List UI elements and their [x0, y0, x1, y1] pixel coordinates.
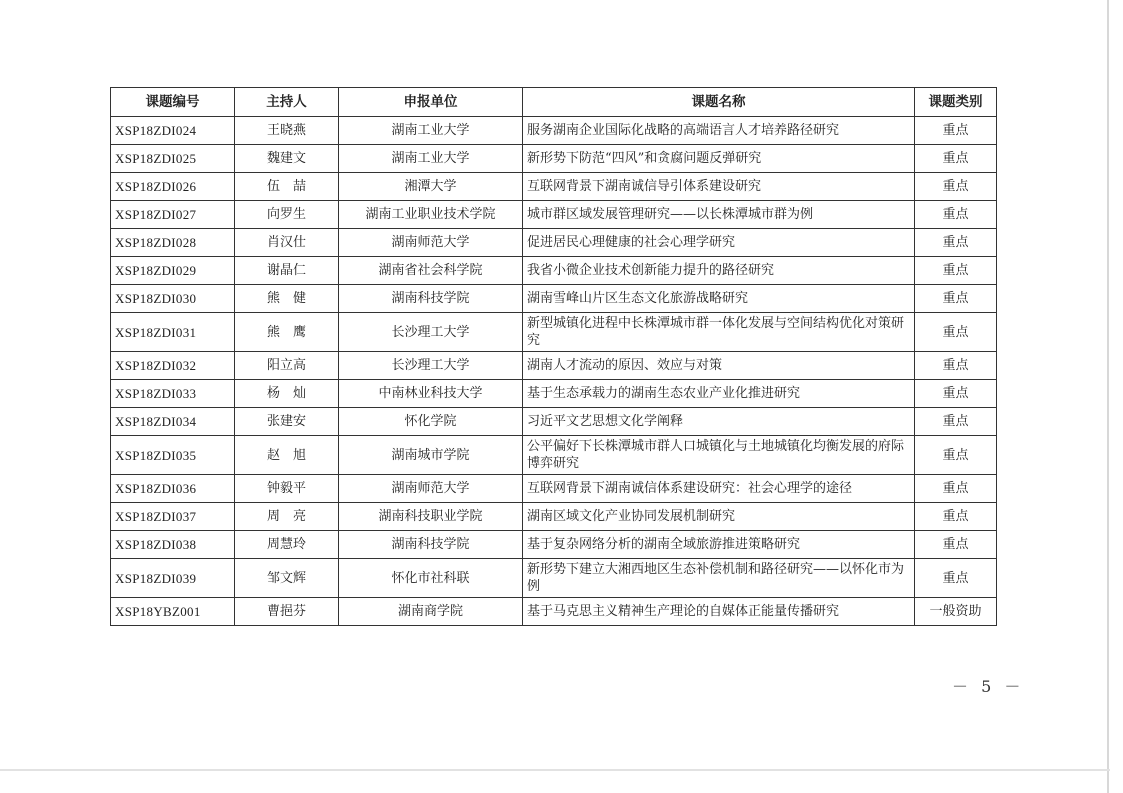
cell-host: 钟毅平	[235, 475, 339, 503]
header-type: 课题类别	[915, 88, 997, 117]
cell-type: 重点	[915, 531, 997, 559]
cell-host: 周慧玲	[235, 531, 339, 559]
cell-project-id: XSP18ZDI026	[111, 173, 235, 201]
header-project-id: 课题编号	[111, 88, 235, 117]
cell-title: 促进居民心理健康的社会心理学研究	[523, 229, 915, 257]
cell-title: 互联网背景下湖南诚信体系建设研究：社会心理学的途径	[523, 475, 915, 503]
cell-title: 基于复杂网络分析的湖南全域旅游推进策略研究	[523, 531, 915, 559]
cell-type: 重点	[915, 285, 997, 313]
cell-project-id: XSP18ZDI034	[111, 408, 235, 436]
cell-type: 重点	[915, 117, 997, 145]
cell-type: 重点	[915, 436, 997, 475]
table-row	[111, 117, 997, 145]
cell-host: 杨 灿	[235, 380, 339, 408]
cell-type: 重点	[915, 257, 997, 285]
table-row	[111, 436, 997, 475]
cell-type: 重点	[915, 559, 997, 598]
cell-type: 重点	[915, 313, 997, 352]
cell-unit: 湖南工业大学	[339, 117, 523, 145]
cell-project-id: XSP18ZDI029	[111, 257, 235, 285]
cell-project-id: XSP18ZDI031	[111, 313, 235, 352]
table-row	[111, 313, 997, 352]
cell-unit: 湖南科技职业学院	[339, 503, 523, 531]
table-row	[111, 559, 997, 598]
table-row	[111, 145, 997, 173]
cell-project-id: XSP18ZDI035	[111, 436, 235, 475]
cell-unit: 湖南师范大学	[339, 229, 523, 257]
cell-unit: 湖南工业大学	[339, 145, 523, 173]
cell-title: 湖南雪峰山片区生态文化旅游战略研究	[523, 285, 915, 313]
cell-unit: 湖南科技学院	[339, 531, 523, 559]
cell-host: 张建安	[235, 408, 339, 436]
cell-host: 魏建文	[235, 145, 339, 173]
table-row	[111, 475, 997, 503]
cell-title: 新型城镇化进程中长株潭城市群一体化发展与空间结构优化对策研究	[523, 313, 915, 352]
cell-title: 新形势下防范“四风”和贪腐问题反弹研究	[523, 145, 915, 173]
table-row	[111, 229, 997, 257]
header-host: 主持人	[235, 88, 339, 117]
cell-unit: 湖南师范大学	[339, 475, 523, 503]
cell-project-id: XSP18ZDI027	[111, 201, 235, 229]
cell-project-id: XSP18ZDI038	[111, 531, 235, 559]
page-number: － 5 －	[952, 677, 1025, 696]
project-table	[110, 87, 997, 626]
cell-host: 熊 鹰	[235, 313, 339, 352]
cell-title: 湖南人才流动的原因、效应与对策	[523, 352, 915, 380]
page-edge-right	[1107, 0, 1109, 793]
cell-type: 重点	[915, 229, 997, 257]
cell-title: 互联网背景下湖南诚信导引体系建设研究	[523, 173, 915, 201]
cell-host: 谢晶仁	[235, 257, 339, 285]
cell-host: 向罗生	[235, 201, 339, 229]
cell-host: 赵 旭	[235, 436, 339, 475]
table-row	[111, 598, 997, 626]
cell-project-id: XSP18ZDI033	[111, 380, 235, 408]
cell-type: 重点	[915, 475, 997, 503]
cell-host: 王晓燕	[235, 117, 339, 145]
cell-title: 基于生态承载力的湖南生态农业产业化推进研究	[523, 380, 915, 408]
cell-unit: 湖南省社会科学院	[339, 257, 523, 285]
table-row	[111, 257, 997, 285]
cell-project-id: XSP18ZDI039	[111, 559, 235, 598]
cell-host: 熊 健	[235, 285, 339, 313]
cell-project-id: XSP18YBZ001	[111, 598, 235, 626]
cell-type: 重点	[915, 173, 997, 201]
table-row	[111, 201, 997, 229]
cell-project-id: XSP18ZDI025	[111, 145, 235, 173]
cell-host: 肖汉仕	[235, 229, 339, 257]
cell-type: 重点	[915, 201, 997, 229]
cell-title: 新形势下建立大湘西地区生态补偿机制和路径研究——以怀化市为例	[523, 559, 915, 598]
cell-title: 湖南区域文化产业协同发展机制研究	[523, 503, 915, 531]
cell-unit: 湖南工业职业技术学院	[339, 201, 523, 229]
cell-unit: 长沙理工大学	[339, 313, 523, 352]
header-unit: 申报单位	[339, 88, 523, 117]
table-row	[111, 352, 997, 380]
cell-host: 阳立高	[235, 352, 339, 380]
cell-type: 重点	[915, 503, 997, 531]
cell-type: 重点	[915, 145, 997, 173]
cell-title: 习近平文艺思想文化学阐释	[523, 408, 915, 436]
table-row	[111, 408, 997, 436]
cell-project-id: XSP18ZDI024	[111, 117, 235, 145]
table-row	[111, 531, 997, 559]
table-row	[111, 380, 997, 408]
table-row	[111, 173, 997, 201]
cell-unit: 怀化市社科联	[339, 559, 523, 598]
cell-host: 周 亮	[235, 503, 339, 531]
cell-unit: 长沙理工大学	[339, 352, 523, 380]
cell-title: 城市群区域发展管理研究——以长株潭城市群为例	[523, 201, 915, 229]
cell-type: 重点	[915, 408, 997, 436]
table-row	[111, 503, 997, 531]
cell-title: 公平偏好下长株潭城市群人口城镇化与土地城镇化均衡发展的府际博弈研究	[523, 436, 915, 475]
cell-unit: 湖南城市学院	[339, 436, 523, 475]
cell-project-id: XSP18ZDI032	[111, 352, 235, 380]
cell-type: 重点	[915, 380, 997, 408]
cell-title: 服务湖南企业国际化战略的高端语言人才培养路径研究	[523, 117, 915, 145]
table-row	[111, 285, 997, 313]
header-title: 课题名称	[523, 88, 915, 117]
cell-unit: 湖南科技学院	[339, 285, 523, 313]
cell-unit: 湘潭大学	[339, 173, 523, 201]
cell-project-id: XSP18ZDI030	[111, 285, 235, 313]
cell-unit: 中南林业科技大学	[339, 380, 523, 408]
table-header-row	[111, 88, 997, 117]
cell-title: 我省小微企业技术创新能力提升的路径研究	[523, 257, 915, 285]
cell-unit: 怀化学院	[339, 408, 523, 436]
cell-unit: 湖南商学院	[339, 598, 523, 626]
cell-project-id: XSP18ZDI037	[111, 503, 235, 531]
cell-title: 基于马克思主义精神生产理论的自媒体正能量传播研究	[523, 598, 915, 626]
cell-type: 重点	[915, 352, 997, 380]
cell-project-id: XSP18ZDI036	[111, 475, 235, 503]
cell-host: 曹挹芬	[235, 598, 339, 626]
cell-project-id: XSP18ZDI028	[111, 229, 235, 257]
cell-host: 伍 喆	[235, 173, 339, 201]
cell-type: 一般资助	[915, 598, 997, 626]
page-edge-bottom	[0, 769, 1110, 771]
cell-host: 邹文辉	[235, 559, 339, 598]
